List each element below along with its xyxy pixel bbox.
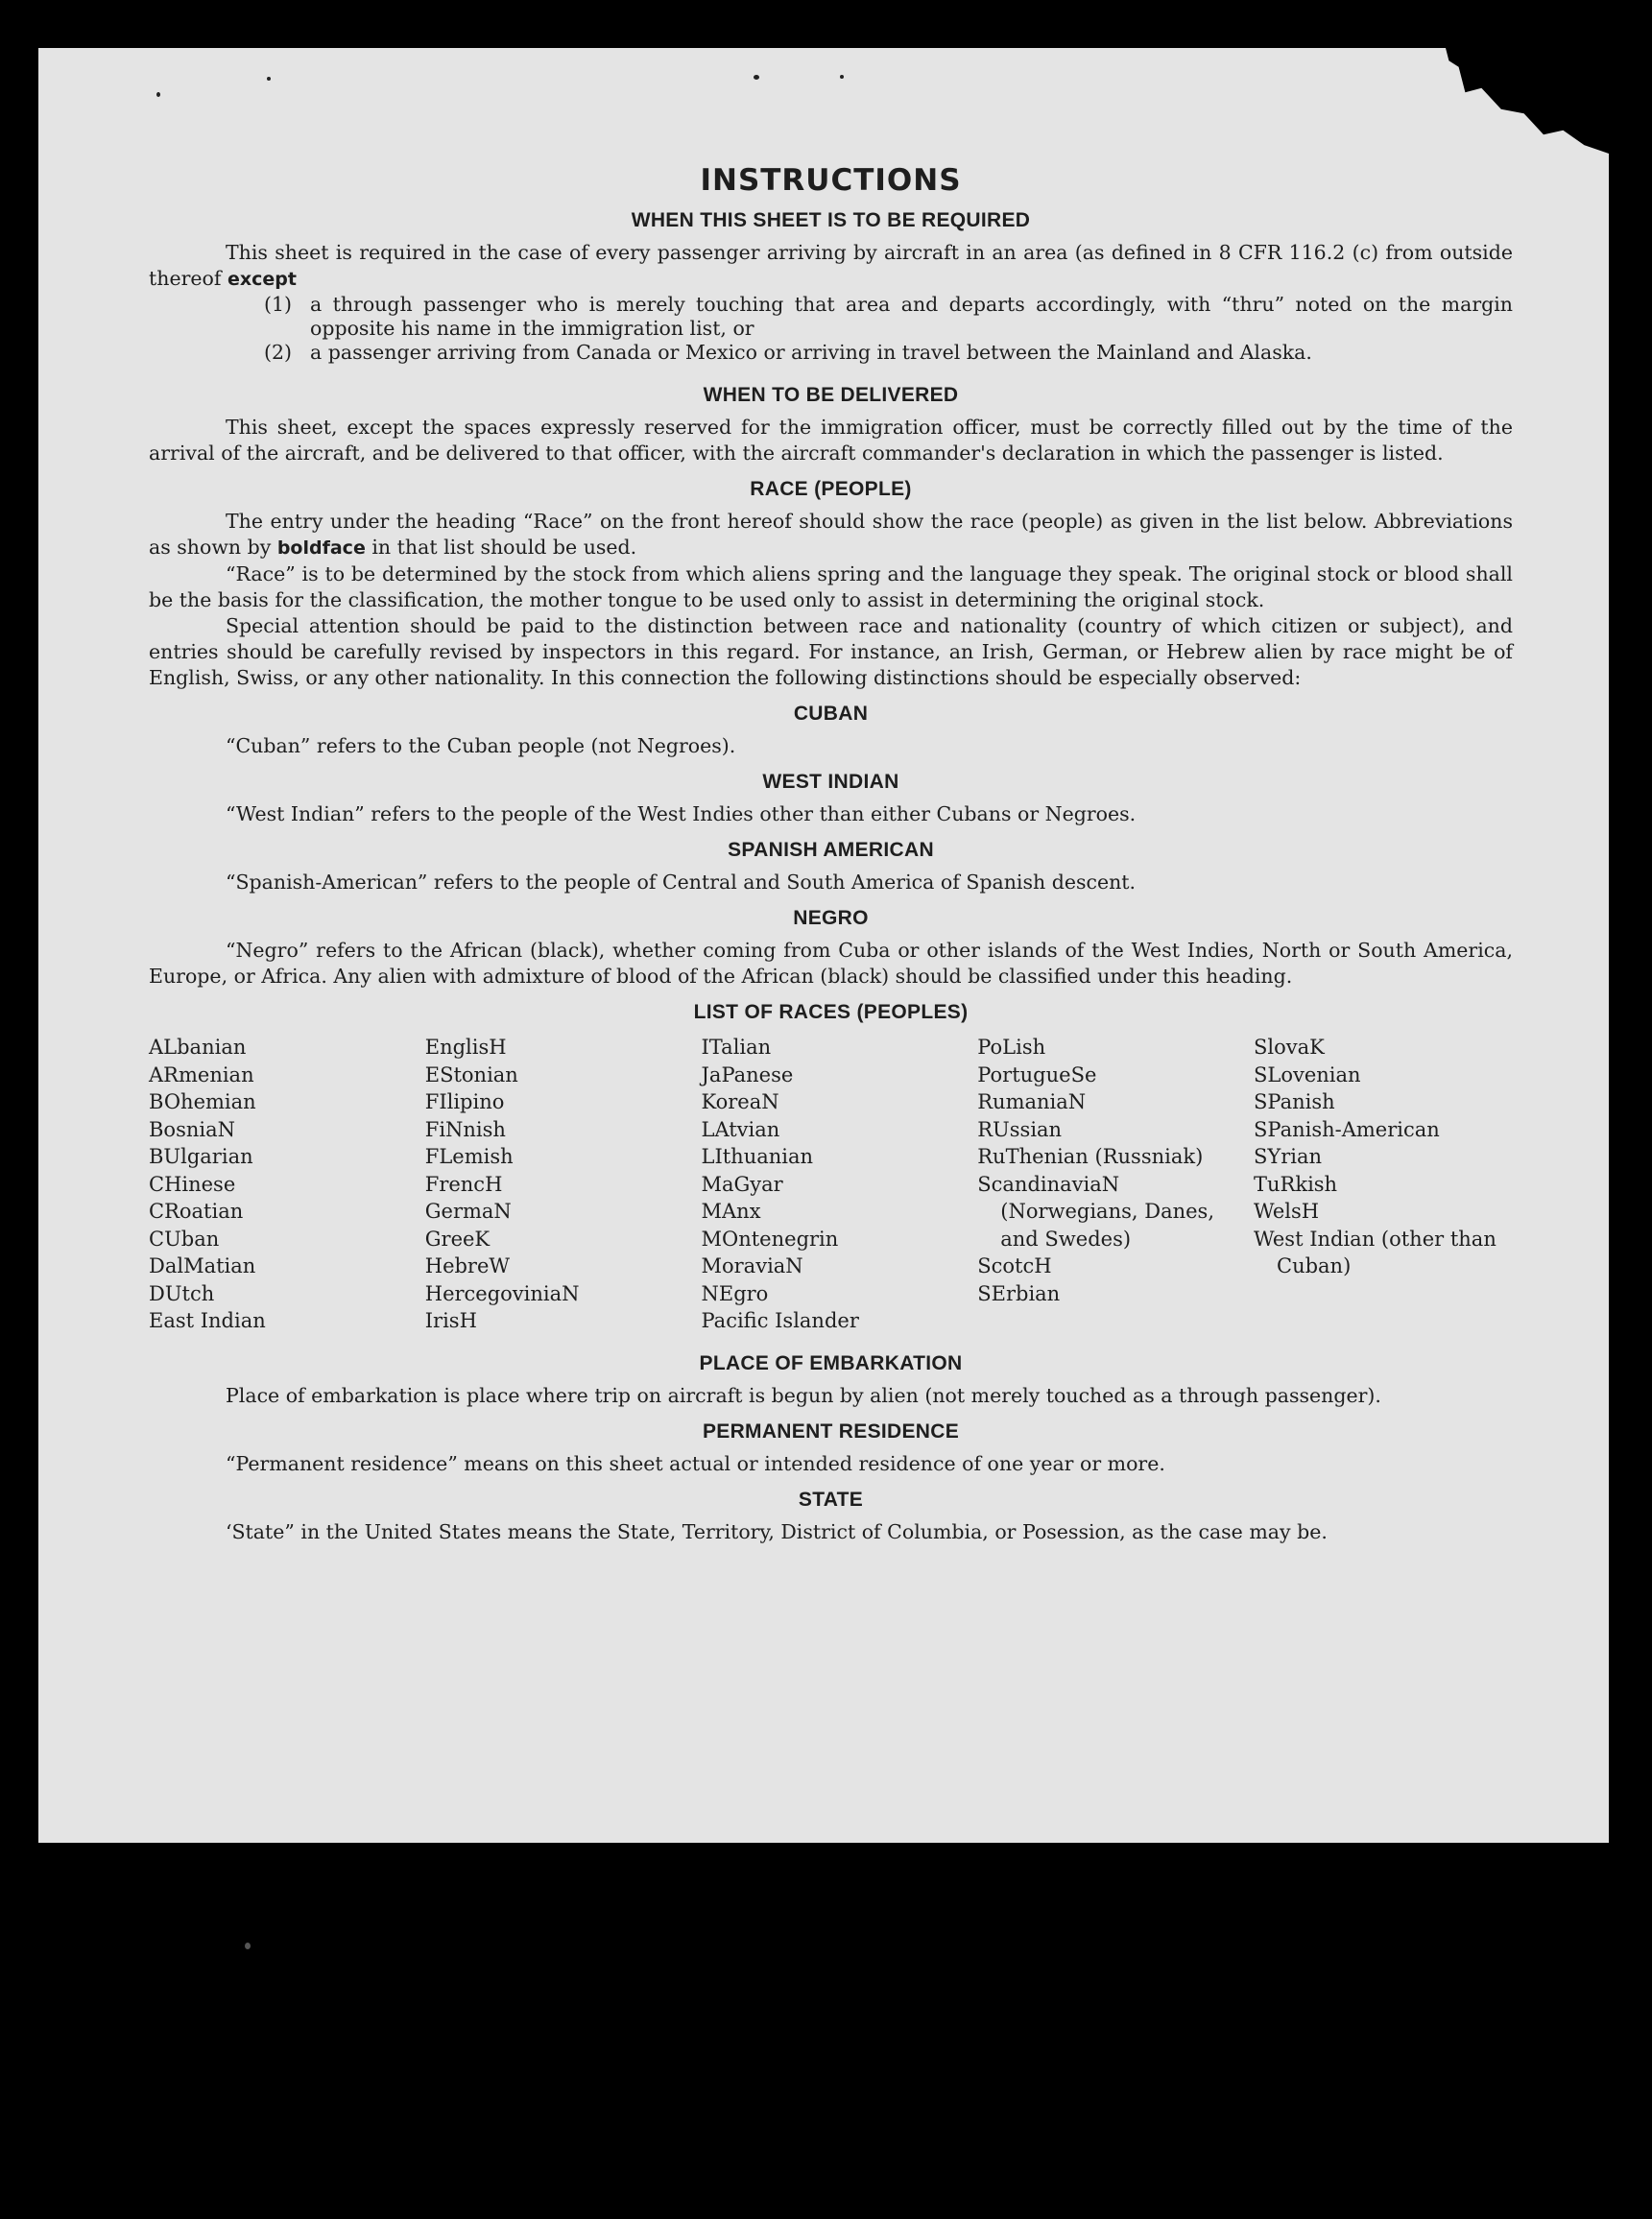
race-entry: KoreaN bbox=[701, 1090, 779, 1113]
race-p1-end: in that list should be used. bbox=[371, 536, 637, 559]
race-entry: FrencH bbox=[424, 1172, 503, 1196]
required-item-1 bbox=[149, 293, 1513, 341]
negro-text: “Negro” refers to the African (black), whether coming from Cuba or other islands of the West Indies, North or South America, Europe, or Africa. Any alien with admixture of blood of the African (black) should be classified under this heading. bbox=[149, 939, 1513, 988]
race-column-1 bbox=[149, 1034, 408, 1335]
race-paragraph-1 bbox=[149, 509, 1513, 561]
required-intro-text: This sheet is required in the case of every passenger arriving by aircraft in an area (as defined in 8 CFR 116.2 (c) from outside thereof bbox=[149, 241, 1513, 290]
item-number: (2) bbox=[264, 341, 293, 364]
race-entry: GreeK bbox=[424, 1227, 491, 1251]
heading-list-of-races: LIST OF RACES (PEOPLES) bbox=[693, 1001, 969, 1023]
race-entry: ScotcH bbox=[977, 1254, 1052, 1277]
race-entry: MaGyar bbox=[701, 1172, 783, 1196]
race-entry: BOhemian bbox=[149, 1090, 256, 1113]
heading-negro: NEGRO bbox=[793, 907, 869, 929]
race-column-3 bbox=[702, 1034, 961, 1335]
race-entry: SlovaK bbox=[1254, 1036, 1325, 1059]
race-entry: ITalian bbox=[701, 1036, 772, 1059]
required-intro bbox=[149, 240, 1513, 293]
race-entry: FiNnish bbox=[424, 1117, 506, 1141]
race-list bbox=[149, 1034, 1513, 1335]
race-paragraph-3: Special attention should be paid to the distinction between race and nationality (country of which citizen or subject), and entries should be carefully revised by inspectors in this regard. For instance, an Irish, German, or Hebrew alien by race might be of English, Swiss, or any other nationality. In this connection the following distinctions should be especially observed: bbox=[149, 614, 1513, 689]
race-entry: PortugueSe bbox=[977, 1062, 1097, 1086]
race-entry: RuThenian (Russniak) bbox=[977, 1145, 1204, 1168]
race-entry: CHinese bbox=[149, 1172, 236, 1196]
instruction-sheet bbox=[38, 48, 1609, 1843]
speck bbox=[267, 77, 271, 81]
heading-when-required: WHEN THIS SHEET IS TO BE REQUIRED bbox=[631, 209, 1031, 231]
race-column-5 bbox=[1254, 1034, 1513, 1335]
embarkation-text: Place of embarkation is place where trip on aircraft is begun by alien (not merely touched as a through passenger). bbox=[226, 1383, 1381, 1407]
item-text: a through passenger who is merely touching that area and departs accordingly, with “thru” noted on the margin opposite his name in the immigration list, or bbox=[310, 293, 1513, 340]
race-entry: FIlipino bbox=[424, 1090, 505, 1113]
race-entry: LAtvian bbox=[701, 1117, 780, 1141]
race-entry: WelsH bbox=[1254, 1200, 1320, 1223]
speck bbox=[245, 1943, 251, 1949]
race-entry: HercegoviniaN bbox=[424, 1281, 580, 1305]
race-entry: EStonian bbox=[424, 1062, 518, 1086]
delivered-text: This sheet, except the spaces expressly reserved for the immigration officer, must be correctly filled out by the time of the arrival of the aircraft, and be delivered to that officer, with the aircraft commander's declaration in which the passenger is listed. bbox=[149, 416, 1513, 465]
race-entry: BosniaN bbox=[149, 1117, 235, 1141]
race-p1-boldface: boldface bbox=[276, 537, 366, 559]
race-entry: BUlgarian bbox=[149, 1145, 253, 1168]
race-entry: Pacific Islander bbox=[701, 1309, 859, 1332]
race-entry: TuRkish bbox=[1254, 1172, 1338, 1196]
race-entry: SPanish bbox=[1254, 1090, 1335, 1113]
required-intro-except: except bbox=[227, 269, 297, 290]
cuban-text: “Cuban” refers to the Cuban people (not Negroes). bbox=[226, 734, 736, 757]
race-entry: RUssian bbox=[977, 1117, 1063, 1141]
torn-corner bbox=[1446, 48, 1609, 154]
item-number: (1) bbox=[264, 293, 293, 316]
west-indian-text: “West Indian” refers to the people of the West Indies other than either Cubans or Negroes. bbox=[226, 802, 1137, 825]
residence-text: “Permanent residence” means on this sheet actual or intended residence of one year or more. bbox=[226, 1451, 1165, 1475]
race-entry: DalMatian bbox=[149, 1254, 256, 1277]
race-entry: RumaniaN bbox=[977, 1090, 1087, 1113]
race-entry: NEgro bbox=[701, 1281, 769, 1305]
race-entry: FLemish bbox=[424, 1145, 514, 1168]
page-title: INSTRUCTIONS bbox=[700, 163, 962, 198]
heading-permanent-residence: PERMANENT RESIDENCE bbox=[702, 1420, 960, 1443]
heading-race: RACE (PEOPLE) bbox=[750, 478, 912, 500]
race-column-4 bbox=[977, 1034, 1236, 1335]
race-entry: SLovenian bbox=[1254, 1062, 1361, 1086]
race-entry: ALbanian bbox=[149, 1036, 247, 1059]
item-text: a passenger arriving from Canada or Mexico or arriving in travel between the Mainland and Alaska. bbox=[310, 341, 1312, 364]
race-entry: SErbian bbox=[977, 1281, 1061, 1305]
race-entry: ScandinaviaN (Norwegians, Danes, and Swedes) bbox=[977, 1172, 1214, 1251]
speck bbox=[754, 75, 759, 80]
race-entry: MoraviaN bbox=[701, 1254, 803, 1277]
race-entry: MOntenegrin bbox=[701, 1227, 839, 1251]
race-entry: SYrian bbox=[1254, 1145, 1323, 1168]
speck bbox=[156, 92, 160, 97]
state-text: ‘State” in the United States means the State, Territory, District of Columbia, or Posession, as the case may be. bbox=[226, 1519, 1328, 1543]
race-column-2 bbox=[425, 1034, 684, 1335]
race-entry: CRoatian bbox=[149, 1200, 244, 1223]
race-paragraph-2: “Race” is to be determined by the stock from which aliens spring and the language they speak. The original stock or blood shall be the basis for the classification, the mother tongue to be used only to assist in determining the original stock. bbox=[149, 562, 1513, 611]
speck bbox=[840, 75, 844, 79]
race-entry: IrisH bbox=[424, 1309, 477, 1332]
heading-spanish-american: SPANISH AMERICAN bbox=[728, 839, 934, 861]
spanish-american-text: “Spanish-American” refers to the people of Central and South America of Spanish descent. bbox=[226, 871, 1137, 894]
race-entry: DUtch bbox=[149, 1281, 215, 1305]
heading-cuban: CUBAN bbox=[793, 703, 869, 725]
race-entry: MAnx bbox=[701, 1200, 761, 1223]
race-entry: GermaN bbox=[424, 1200, 512, 1223]
heading-west-indian: WEST INDIAN bbox=[762, 771, 899, 793]
race-entry: CUban bbox=[149, 1227, 220, 1251]
heading-state: STATE bbox=[798, 1488, 864, 1511]
race-entry: SPanish-American bbox=[1254, 1117, 1440, 1141]
required-item-2 bbox=[149, 341, 1513, 365]
race-entry: HebreW bbox=[424, 1254, 510, 1277]
race-entry: PoLish bbox=[977, 1036, 1046, 1059]
race-entry: EnglisH bbox=[424, 1036, 507, 1059]
heading-embarkation: PLACE OF EMBARKATION bbox=[699, 1351, 963, 1374]
race-entry: JaPanese bbox=[701, 1062, 794, 1086]
race-entry: LIthuanian bbox=[701, 1145, 814, 1168]
race-entry: East Indian bbox=[149, 1309, 266, 1332]
race-entry: West Indian (other than Cuban) bbox=[1254, 1227, 1496, 1277]
race-p1-start: The entry under the heading “Race” on the front hereof should show the race (people) as given in the list below. Abbreviations as shown by bbox=[149, 510, 1513, 559]
heading-when-delivered: WHEN TO BE DELIVERED bbox=[703, 384, 959, 406]
race-entry: ARmenian bbox=[149, 1062, 254, 1086]
